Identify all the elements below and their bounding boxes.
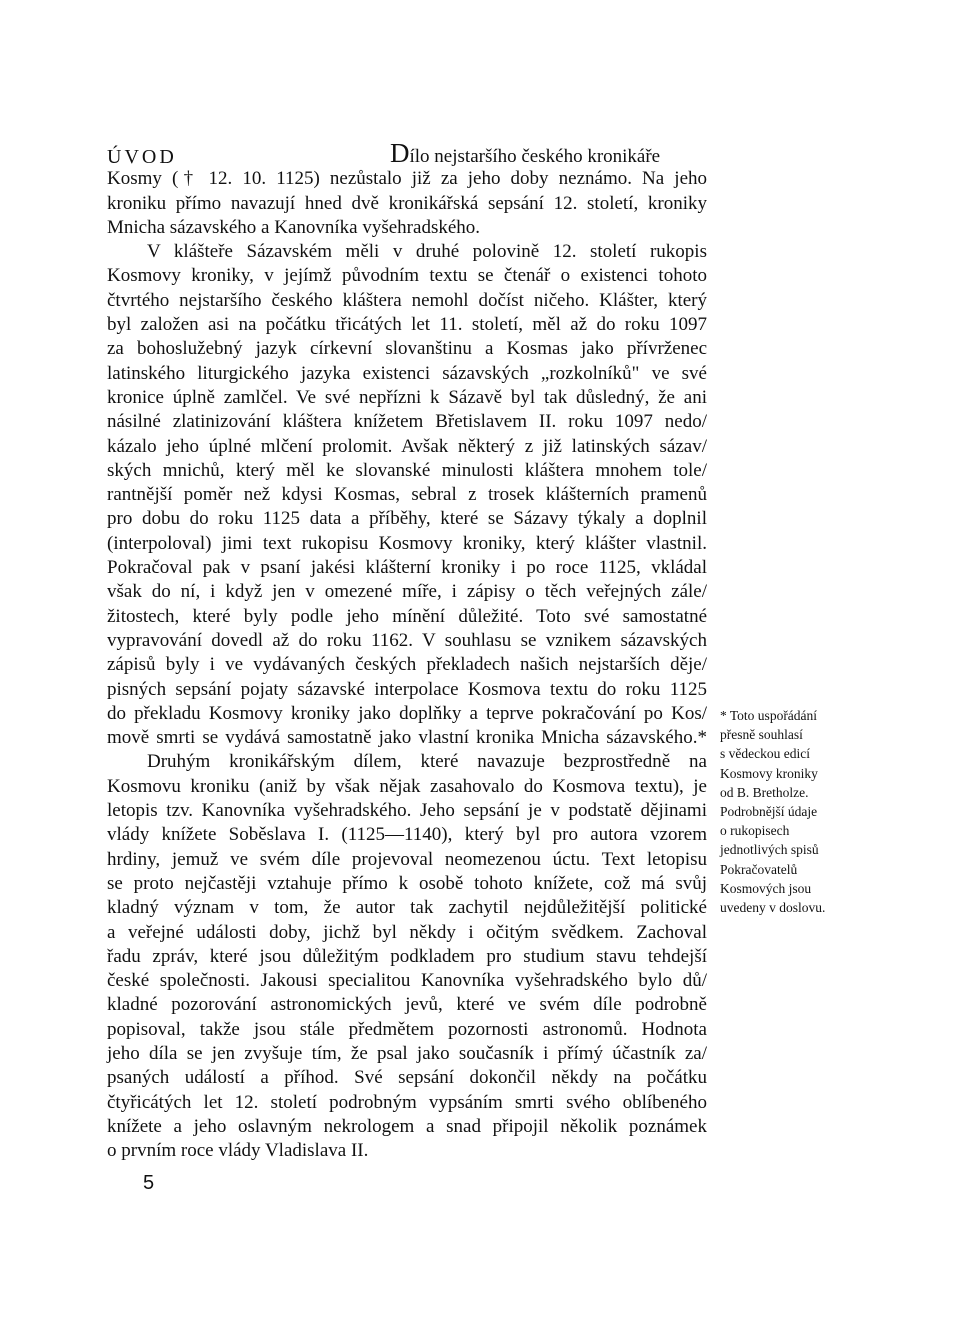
body-line: psaných událostí a příhod. Své sepsání dokončil někdy na počátku	[107, 1067, 707, 1089]
footnote-line: od B. Bretholze.	[720, 784, 809, 800]
body-line: se proto nejčastěji vztahuje přímo k osobě tohoto knížete, což má svůj	[107, 872, 707, 894]
body-line: Kosmovu kroniku (aniž by však nějak zasahovalo do Kosmova textu), je	[107, 775, 707, 797]
body-line: pro dobu do roku 1125 data a příběhy, které se Sázavy týkaly a doplnil	[107, 508, 707, 530]
body-line: popisoval, takže jsou stále předmětem pozornosti astronomů. Hodnota	[107, 1018, 707, 1040]
body-line: řadu zpráv, které jsou důležitým podkladem pro studium stavu tehdejší	[107, 945, 707, 967]
body-line: Pokračoval pak v psaní jakési klášterní kroniky i po roce 1125, vkládal	[107, 557, 707, 579]
body-line: čtvrtého nejstaršího českého kláštera nemohl dočíst ničeho. Klášter, který	[107, 289, 707, 311]
main-text-column	[107, 138, 707, 1163]
footnote-line: Kosmových jsou	[720, 880, 812, 896]
body-line: české společnosti. Jakousi specialitou Kanovníka vyšehradského bylo dů/	[107, 970, 707, 992]
body-line: byl založen asi na počátku třicátých let 11. století, měl až do roku 1097	[107, 314, 707, 336]
body-line: vypravování dovedl až do roku 1162. V souhlasu se vznikem sázavských	[107, 629, 707, 651]
body-line: a veřejné události doby, jichž byl někdy i očitým svědkem. Zachoval	[107, 921, 707, 943]
body-line: Kosmy († 12. 10. 1125) nezůstalo již za jeho doby neznámo. Na jeho	[107, 168, 707, 190]
section-label: ÚVOD	[107, 146, 177, 168]
body-line: pisných sepsání pojaty sázavské interpolace Kosmova textu do roku 1125	[107, 678, 707, 700]
body-line: do překladu Kosmovy kroniky jako doplňky a teprve pokračování po Kos/	[107, 702, 707, 724]
footnote-line: uvedeny v doslovu.	[720, 899, 826, 915]
footnote-line: Kosmovy kroniky	[720, 765, 818, 781]
body-line: žitostech, které byly podle jeho mínění důležité. Toto své samostatné	[107, 605, 707, 627]
body-line: kázalo jeho úplné mlčení prolomit. Avšak některý z již latinských sázav/	[107, 435, 707, 457]
body-line: jeho díla se jen zvyšuje tím, že psal jako současník i přímý účastník za/	[107, 1042, 707, 1064]
body-line: latinského liturgického jazyka existenci sázavských „rozkolníků" ve své	[107, 362, 707, 384]
body-line: Mnicha sázavského a Kanovníka vyšehradského.	[107, 216, 481, 238]
footnote-line: o rukopisech	[720, 823, 790, 839]
page-number: 5	[143, 1172, 155, 1194]
footnote-line: * Toto uspořádání	[720, 708, 818, 723]
body-line: hrdiny, jemuž ve svém díle projevoval neomezenou úctu. Text letopisu	[107, 848, 707, 870]
body-line: zápisů byly i ve vydávaných českých překladech našich nejstarších děje/	[107, 654, 707, 676]
body-line: kronice úplně zamlčel. Ve své nepřízni k Sázavě byl tak důsledný, že ani	[107, 386, 707, 408]
footnote-line: Podrobnější údaje	[720, 803, 818, 819]
body-line: kladný význam v tom, že autor tak zachytil nejdůležitější politické	[107, 897, 707, 919]
footnote-line: s vědeckou edicí	[720, 746, 810, 762]
body-line: V klášteře Sázavském měli v druhé polovině 12. století rukopis	[147, 241, 707, 263]
body-line: čtyřicátých let 12. století podrobným vypsáním smrti svého oblíbeného	[107, 1091, 707, 1113]
body-line: kroniku přímo navazují hned dvě kronikářská sepsání 12. století, kroniky	[107, 192, 707, 214]
body-line: mově smrti se vydává samostatně jako vlastní kronika Mnicha sázavského.*	[107, 727, 707, 749]
footnote-line: přesně souhlasí	[720, 727, 803, 743]
body-line: o prvním roce vlády Vladislava II.	[107, 1140, 369, 1162]
body-line: letopis tzv. Kanovníka vyšehradského. Jeho sepsání je v podstatě dějinami	[107, 800, 707, 822]
body-line: knížete a jeho oslavným nekrologem a snad připojil několik poznámek	[107, 1115, 707, 1137]
body-line: vlády knížete Soběslava I. (1125—1140), který byl pro autora vzorem	[107, 824, 707, 846]
margin-footnote	[720, 706, 860, 917]
body-line: násilné zlatinizování kláštera knížetem Břetislavem II. roku 1097 nedo/	[107, 411, 707, 433]
body-line: Kosmovy kroniky, v jejímž původním textu se čtenář o existenci tohoto	[107, 265, 707, 287]
body-line: Dílo nejstaršího českého kronikáře	[390, 138, 661, 168]
body-line: však do ní, i když jen v omezené míře, i zápisy o těch veřejných zále/	[107, 581, 707, 603]
footnote-line: jednotlivých spisů	[720, 842, 819, 858]
body-line: rantnější poměr než kdysi Kosmas, sebral z trosek klášterních pramenů	[107, 484, 707, 506]
body-line: za bohoslužebný jazyk církevní slovanštinu a Kosmas jako přívrženec	[107, 338, 707, 360]
body-line: (interpoloval) jimi text rukopisu Kosmovy kroniky, který klášter vlastnil.	[107, 532, 707, 554]
body-line: ských mnichů, který měl ke slovanské minulosti kláštera mnohem tole/	[107, 459, 707, 481]
body-line: kladné pozorování astronomických jevů, které ve svém díle podrobně	[107, 994, 707, 1016]
drop-cap: D	[390, 138, 410, 168]
body-line: Druhým kronikářským dílem, které navazuje bezprostředně na	[147, 751, 707, 773]
footnote-line: Pokračovatelů	[720, 861, 798, 877]
